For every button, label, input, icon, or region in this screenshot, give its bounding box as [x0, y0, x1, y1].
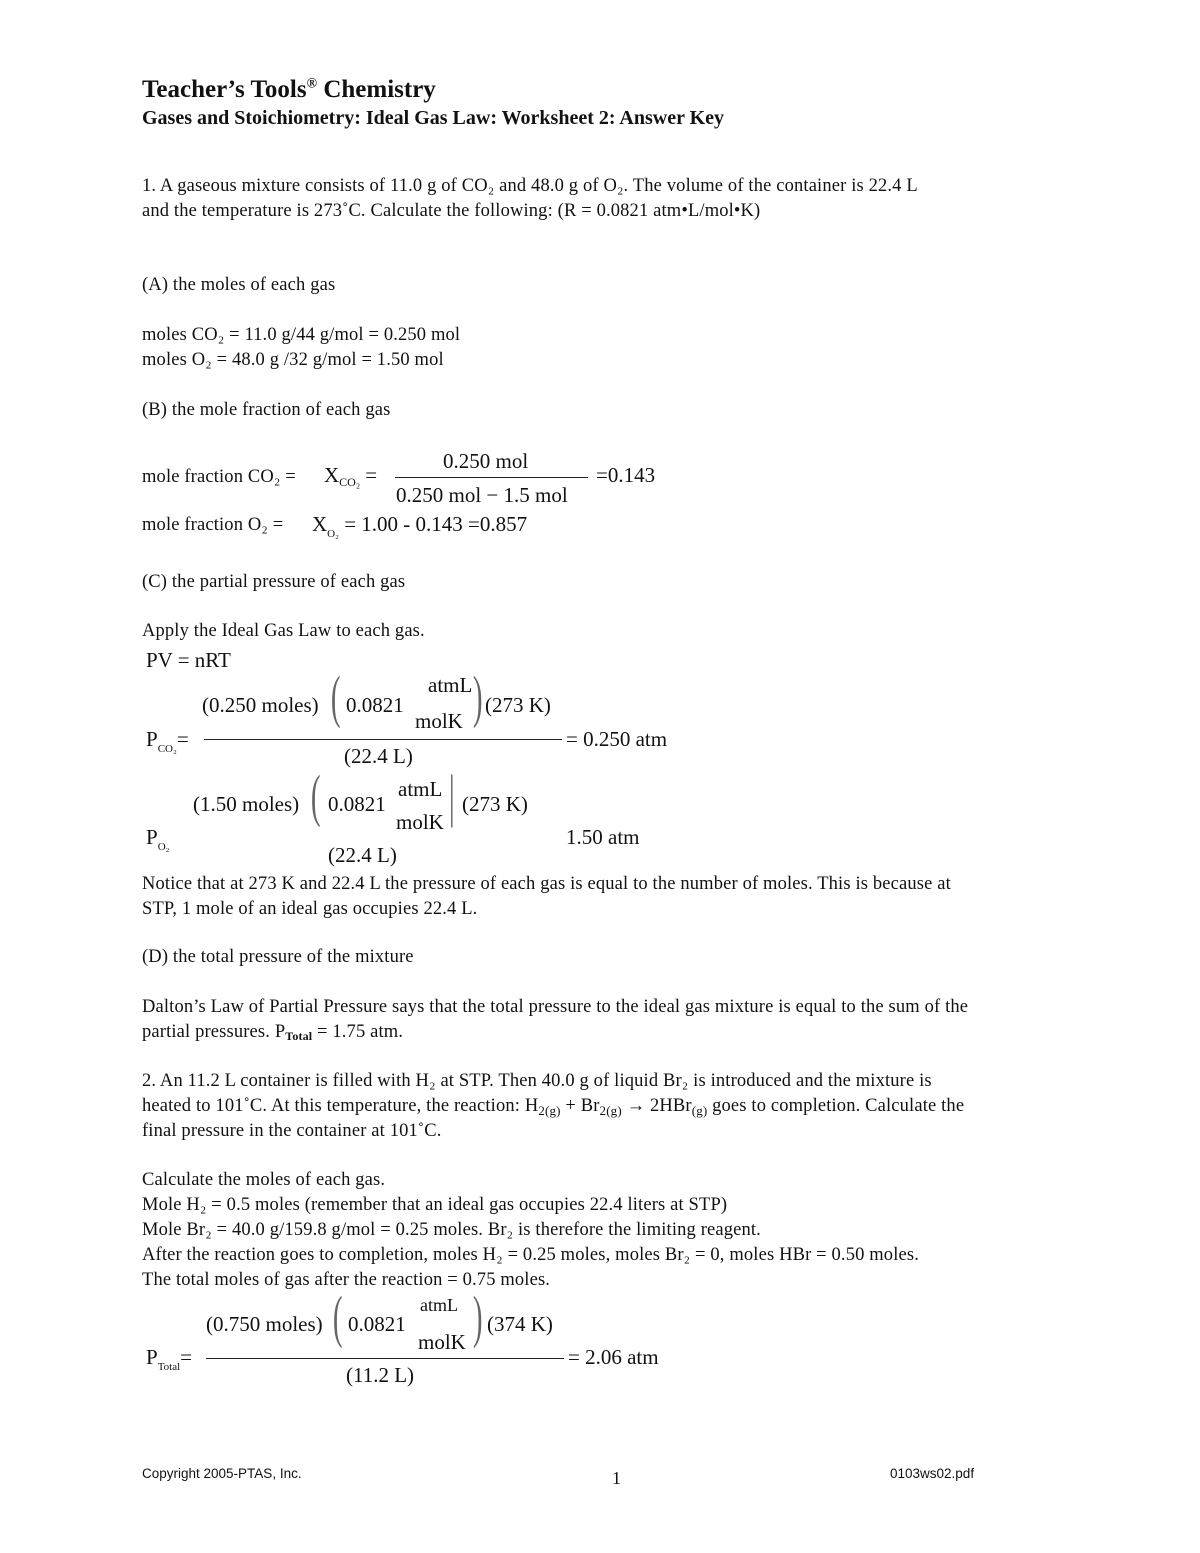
x-subscript: CO₂: [339, 475, 361, 489]
equals-sign: =: [360, 463, 378, 487]
dalton-text: partial pressures. P: [142, 1022, 286, 1042]
q1-part-d-heading: (D) the total pressure of the mixture: [142, 947, 414, 967]
q2-calc-line-1: Calculate the moles of each gas.: [142, 1170, 386, 1190]
ptotal-result: = 2.06 atm: [568, 1345, 659, 1369]
q2-line-3: final pressure in the container at 101˚C.: [142, 1121, 442, 1141]
pco2-unit-numerator: atmL: [428, 673, 473, 697]
footer-copyright: Copyright 2005-PTAS, Inc.: [142, 1466, 302, 1481]
dalton-line-2: [142, 1022, 403, 1044]
p-symbol: P: [146, 727, 158, 751]
note-line-2: STP, 1 mole of an ideal gas occupies 22.4 L.: [142, 899, 478, 919]
ptotal-moles: (0.750 moles): [206, 1312, 323, 1336]
footer-filename: 0103ws02.pdf: [890, 1466, 975, 1481]
pco2-unit-denominator: molK: [415, 709, 463, 733]
fraction-denominator: 0.250 mol − 1.5 mol: [396, 483, 568, 507]
p-subscript: O₂: [157, 841, 170, 853]
pco2-gas-constant: 0.0821: [346, 693, 404, 717]
left-paren: (: [332, 1284, 343, 1349]
mole-fraction-co2-result: =0.143: [596, 463, 656, 487]
q2-calc-line-5: The total moles of gas after the reaction = 0.75 moles.: [142, 1270, 551, 1290]
q1-a-moles-o2: moles O₂ = 48.0 g /32 g/mol = 1.50 mol: [142, 350, 444, 370]
q1-line-1: 1. A gaseous mixture consists of 11.0 g of CO₂ and 48.0 g of O₂. The volume of the container is 22.4 L: [142, 176, 918, 196]
q1-part-c-heading: (C) the partial pressure of each gas: [142, 572, 406, 592]
ptotal-volume: (11.2 L): [346, 1363, 415, 1387]
mole-fraction-co2-symbol: [324, 463, 377, 490]
q1-line-2: and the temperature is 273˚C. Calculate the following: (R = 0.0821 atm•L/mol•K): [142, 201, 761, 221]
dalton-result: = 1.75 atm.: [312, 1022, 404, 1042]
q2-line-2: [142, 1096, 964, 1119]
page-subtitle: Gases and Stoichiometry: Ideal Gas Law: Worksheet 2: Answer Key: [142, 107, 725, 129]
dalton-line-1: Dalton’s Law of Partial Pressure says that the total pressure to the ideal gas mixture is equal to the sum of the: [142, 997, 969, 1017]
po2-gas-constant: 0.0821: [328, 792, 386, 816]
po2-result: 1.50 atm: [566, 825, 640, 849]
left-paren: (: [310, 763, 321, 828]
ptotal-fraction-bar: [206, 1358, 564, 1359]
x-subscript: O₂: [327, 528, 339, 540]
ideal-gas-law: PV = nRT: [146, 648, 231, 672]
registered-mark: ®: [306, 76, 318, 92]
q2-calc-line-2: Mole H₂ = 0.5 moles (remember that an ideal gas occupies 22.4 liters at STP): [142, 1195, 728, 1215]
right-paren: ): [472, 664, 483, 729]
q2-line-1: 2. An 11.2 L container is filled with H₂ at STP. Then 40.0 g of liquid Br₂ is introduced and the mixture is: [142, 1071, 932, 1091]
ptotal-gas-constant: 0.0821: [348, 1312, 406, 1336]
left-paren: (: [330, 664, 341, 729]
arrow-hbr: → 2HBr: [621, 1096, 692, 1116]
page-number: 1: [612, 1468, 621, 1488]
p-symbol: P: [146, 1345, 158, 1369]
plus-br: + Br: [560, 1096, 600, 1116]
ptotal-unit-numerator: atmL: [420, 1295, 458, 1315]
p-symbol: P: [146, 825, 158, 849]
pco2-result: = 0.250 atm: [566, 727, 668, 751]
note-line-1: Notice that at 273 K and 22.4 L the pressure of each gas is equal to the number of moles. This is because at: [142, 874, 951, 894]
p-subscript: Total: [157, 1361, 181, 1373]
po2-temperature: (273 K): [462, 792, 528, 816]
po2-volume: (22.4 L): [328, 843, 397, 867]
po2-unit-denominator: molK: [396, 810, 444, 834]
mole-fraction-co2-label: mole fraction CO₂ =: [142, 467, 296, 487]
pco2-temperature: (273 K): [485, 693, 551, 717]
po2-moles: (1.50 moles): [193, 792, 300, 816]
q1-c-apply-law: Apply the Ideal Gas Law to each gas.: [142, 621, 425, 641]
title-suffix: Chemistry: [317, 76, 436, 103]
title-text: Teacher’s Tools: [142, 76, 307, 103]
right-paren: ): [472, 1284, 483, 1349]
po2-unit-numerator: atmL: [398, 777, 443, 801]
x-symbol: X: [312, 512, 328, 536]
page-title: [142, 76, 436, 104]
br2-state: 2(g): [599, 1103, 622, 1118]
equals-sign: =: [176, 727, 189, 751]
fraction-numerator: 0.250 mol: [443, 449, 529, 473]
equals-sign: =: [180, 1345, 192, 1369]
mole-fraction-o2-rest: = 1.00 - 0.143 =0.857: [338, 512, 528, 536]
ptotal-temperature: (374 K): [487, 1312, 553, 1336]
fraction-bar: [395, 477, 588, 478]
hbr-state: (g): [691, 1103, 708, 1118]
q2-line-2-end: goes to completion. Calculate the: [707, 1096, 965, 1116]
p-subscript: CO₂: [157, 743, 177, 755]
total-subscript: Total: [285, 1029, 313, 1043]
q2-calc-line-4: After the reaction goes to completion, moles H₂ = 0.25 moles, moles Br₂ = 0, moles HBr = 0.50 moles.: [142, 1245, 919, 1265]
q2-calc-line-3: Mole Br₂ = 40.0 g/159.8 g/mol = 0.25 moles. Br₂ is therefore the limiting reagent.: [142, 1220, 761, 1240]
x-symbol: X: [324, 463, 340, 487]
q1-part-b-heading: (B) the mole fraction of each gas: [142, 400, 391, 420]
q1-part-a-heading: (A) the moles of each gas: [142, 275, 336, 295]
q1-a-moles-co2: moles CO₂ = 11.0 g/44 g/mol = 0.250 mol: [142, 325, 461, 345]
pco2-fraction-bar: [204, 739, 562, 740]
pco2-lhs: [146, 727, 189, 755]
mole-fraction-o2-label: mole fraction O₂ =: [142, 515, 284, 535]
pco2-volume: (22.4 L): [344, 744, 413, 768]
pco2-moles: (0.250 moles): [202, 693, 319, 717]
h2-state: 2(g): [538, 1103, 561, 1118]
ptotal-lhs: [146, 1345, 192, 1373]
right-paren: |: [448, 763, 455, 828]
mole-fraction-o2-equation: [312, 512, 527, 540]
po2-lhs: [146, 825, 169, 853]
ptotal-unit-denominator: molK: [418, 1330, 466, 1354]
q2-line-2-text: heated to 101˚C. At this temperature, the reaction: H: [142, 1096, 539, 1116]
